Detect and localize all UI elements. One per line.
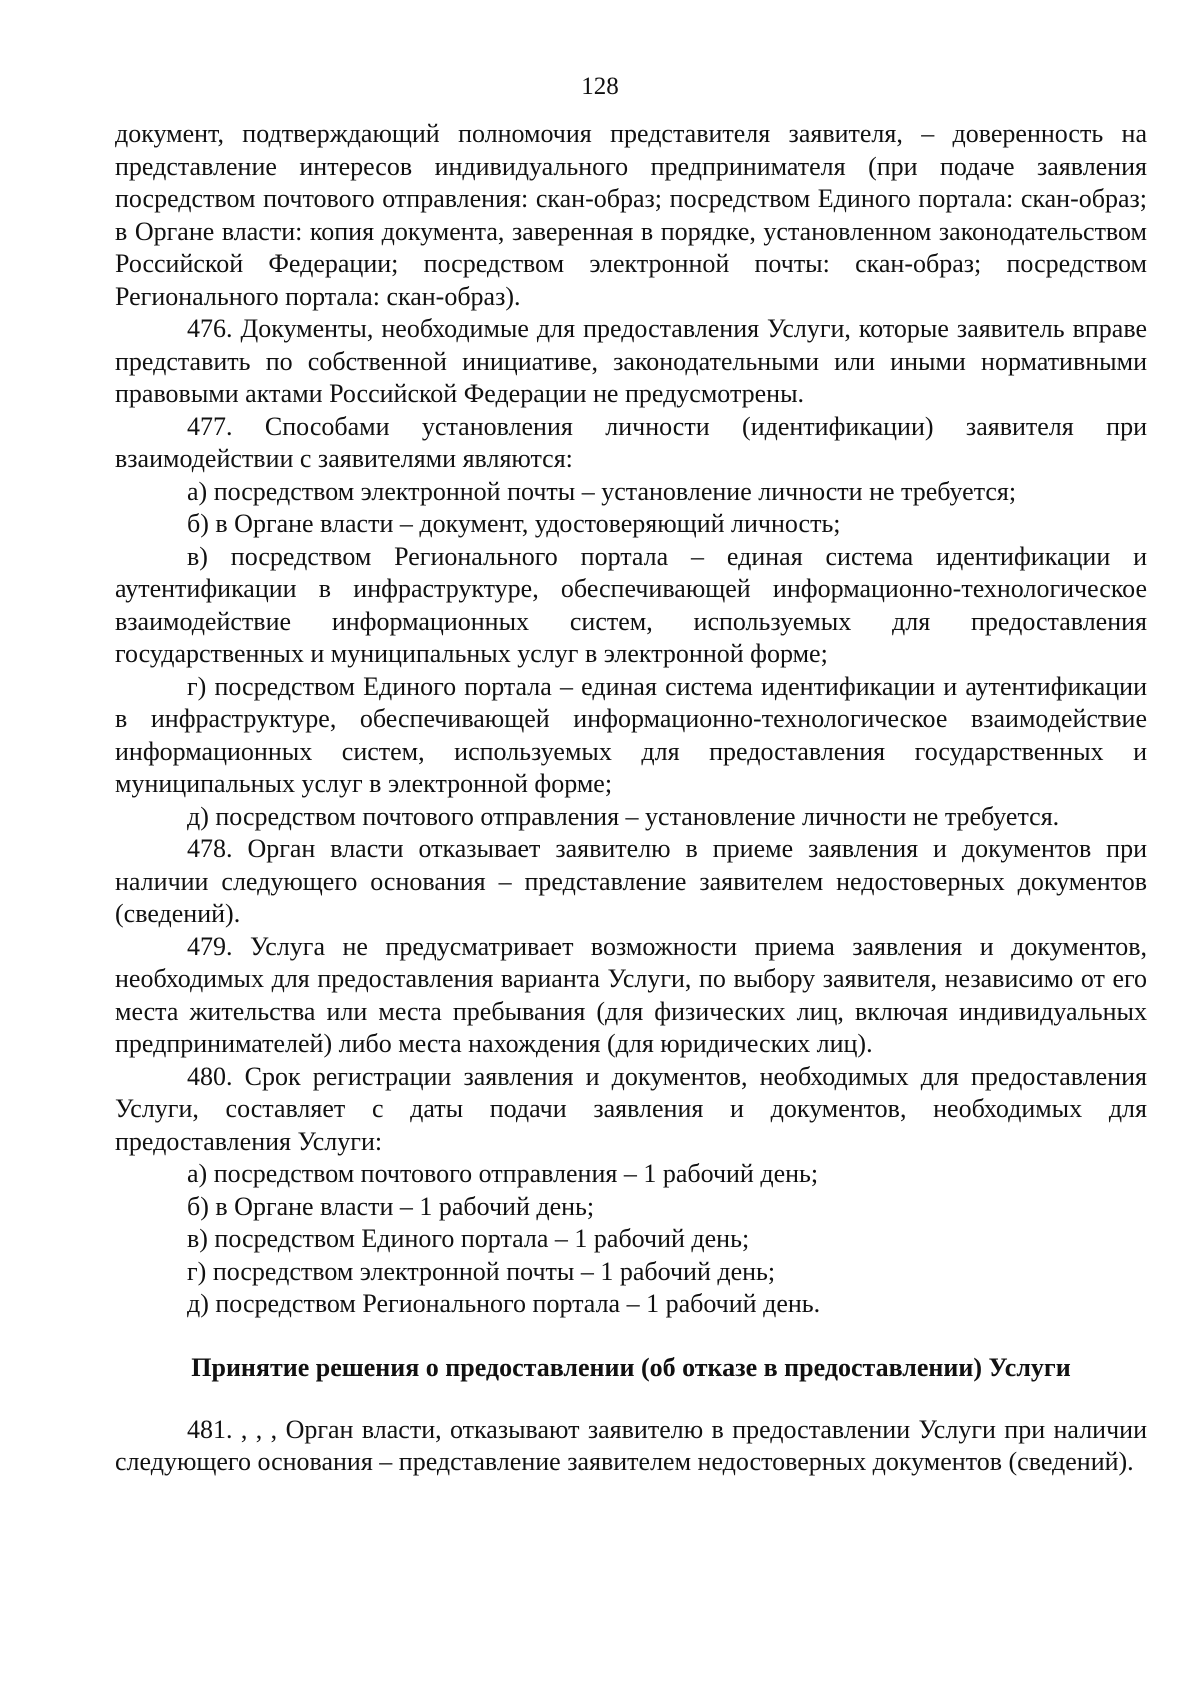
paragraph-476: 476. Документы, необходимые для предоставления Услуги, которые заявитель вправе представить по собственной инициативе, законодательными или иными нормативными правовыми актами Российской Федерации не предусмотрены.	[115, 314, 1147, 408]
list-item-477-b: б) в Органе власти – документ, удостоверяющий личность;	[187, 509, 841, 538]
section-heading: Принятие решения о предоставлении (об отказе в предоставлении) Услуги	[191, 1352, 1071, 1382]
document-body	[115, 118, 1147, 1479]
list-item-477-v: в) посредством Регионального портала – единая система идентификации и аутентификации в инфраструктуре, обеспечивающей информационно-технологическое взаимодействие информационных систем, используемых для предоставления государственных и муниципальных услуг в электронной форме;	[115, 541, 1147, 668]
paragraph-477: 477. Способами установления личности (идентификации) заявителя при взаимодействии с заявителями являются:	[115, 411, 1147, 473]
paragraph-481: 481. , , , Орган власти, отказывают заявителю в предоставлении Услуги при наличии следующего основания – представление заявителем недостоверных документов (сведений).	[115, 1414, 1147, 1476]
list-item-480-b: б) в Органе власти – 1 рабочий день;	[187, 1191, 595, 1221]
list-item-480-v: в) посредством Единого портала – 1 рабочий день;	[187, 1224, 750, 1253]
paragraph-478: 478. Орган власти отказывает заявителю в приеме заявления и документов при наличии следующего основания – представление заявителем недостоверных документов (сведений).	[115, 834, 1147, 928]
list-item-480-d: д) посредством Регионального портала – 1 рабочий день.	[187, 1289, 821, 1318]
list-item-477-g: г) посредством Единого портала – единая система идентификации и аутентификации в инфраструктуре, обеспечивающей информационно-технологическое взаимодействие информационных систем, используемых для предоставления государственных и муниципальных услуг в электронной форме;	[115, 671, 1147, 798]
list-item-480-a: а) посредством почтового отправления – 1 рабочий день;	[187, 1159, 819, 1188]
paragraph-479: 479. Услуга не предусматривает возможности приема заявления и документов, необходимых для предоставления варианта Услуги, по выбору заявителя, независимо от его места жительства или места пребывания (для физических лиц, включая индивидуальных предпринимателей) либо места нахождения (для юридических лиц).	[115, 931, 1147, 1058]
list-item-480-g: г) посредством электронной почты – 1 рабочий день;	[187, 1256, 776, 1286]
page-number: 128	[581, 73, 619, 100]
paragraph-representative-document: документ, подтверждающий полномочия представителя заявителя, – доверенность на представление интересов индивидуального предпринимателя (при подаче заявления посредством почтового отправления: скан-образ; посредством Единого портала: скан-образ; в Органе власти: копия документа, заверенная в порядке, установленном законодательством Российской Федерации; посредством электронной почты: скан-образ; посредством Регионального портала: скан-образ).	[115, 119, 1147, 311]
paragraph-480: 480. Срок регистрации заявления и документов, необходимых для предоставления Услуги, составляет с даты подачи заявления и документов, необходимых для предоставления Услуги:	[115, 1061, 1147, 1156]
list-item-477-d: д) посредством почтового отправления – установление личности не требуется.	[187, 801, 1060, 831]
list-item-477-a: а) посредством электронной почты – установление личности не требуется;	[187, 476, 1017, 506]
